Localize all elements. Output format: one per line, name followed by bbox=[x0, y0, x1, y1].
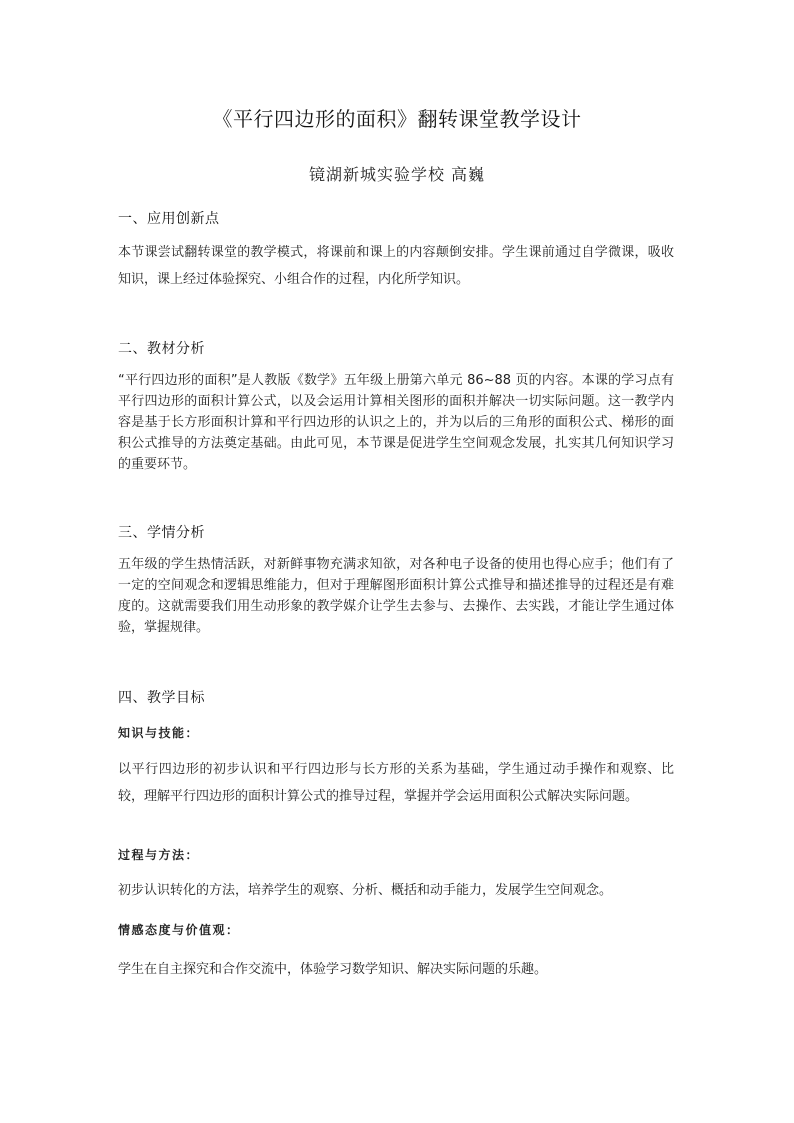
paragraph-innovation: 本节课尝试翻转课堂的教学模式，将课前和课上的内容颠倒安排。学生课前通过自学微课，吸收知识，课上经过体验探究、小组合作的过程，内化所学知识。 bbox=[118, 245, 674, 287]
section-heading-goals: 四、教学目标 bbox=[118, 690, 205, 706]
document-author: 镜湖新城实验学校 高巍 bbox=[308, 165, 486, 184]
section-heading-students: 三、学情分析 bbox=[118, 525, 205, 541]
section-heading-innovation: 一、应用创新点 bbox=[118, 211, 220, 227]
paragraph-knowledge-skills: 以平行四边形的初步认识和平行四边形与长方形的关系为基础，学生通过动手操作和观察、比较，理解平行四边形的面积计算公式的推导过程，掌握并学会运用面积公式解决实际问题。 bbox=[118, 762, 674, 804]
document-title: 《平行四边形的面积》翻转课堂教学设计 bbox=[212, 107, 582, 131]
paragraph-emotion-values: 学生在自主探究和合作交流中，体验学习数学知识、解决实际问题的乐趣。 bbox=[118, 962, 548, 977]
section-heading-textbook: 二、教材分析 bbox=[118, 341, 205, 357]
subheading-knowledge-skills: 知识与技能： bbox=[118, 726, 200, 740]
paragraph-students: 五年级的学生热情活跃，对新鲜事物充满求知欲，对各种电子设备的使用也得心应手；他们有了一定的空间观念和逻辑思维能力，但对于理解图形面积计算公式推导和描述推导的过程还是有难度的。这就需要我们用生动形象的教学媒介让学生去参与、去操作、去实践，才能让学生通过体验，掌握规律。 bbox=[118, 557, 674, 635]
subheading-process-methods: 过程与方法： bbox=[118, 848, 200, 862]
subheading-emotion-values: 情感态度与价值观： bbox=[118, 923, 240, 937]
paragraph-textbook: “平行四边形的面积”是人教版《数学》五年级上册第六单元 86~88 页的内容。本课的学习点有平行四边形的面积计算公式，以及会运用计算相关图形的面积并解决一切实际问题。这一教学内容是基于长方形面积计算和平行四边形的认识之上的，并为以后的三角形的面积公式、梯形的面积公式推导的方法奠定基础。由此可见，本节课是促进学生空间观念发展，扎实其几何知识学习的重要环节。 bbox=[118, 373, 674, 472]
paragraph-process-methods: 初步认识转化的方法，培养学生的观察、分析、概括和动手能力，发展学生空间观念。 bbox=[118, 883, 613, 898]
